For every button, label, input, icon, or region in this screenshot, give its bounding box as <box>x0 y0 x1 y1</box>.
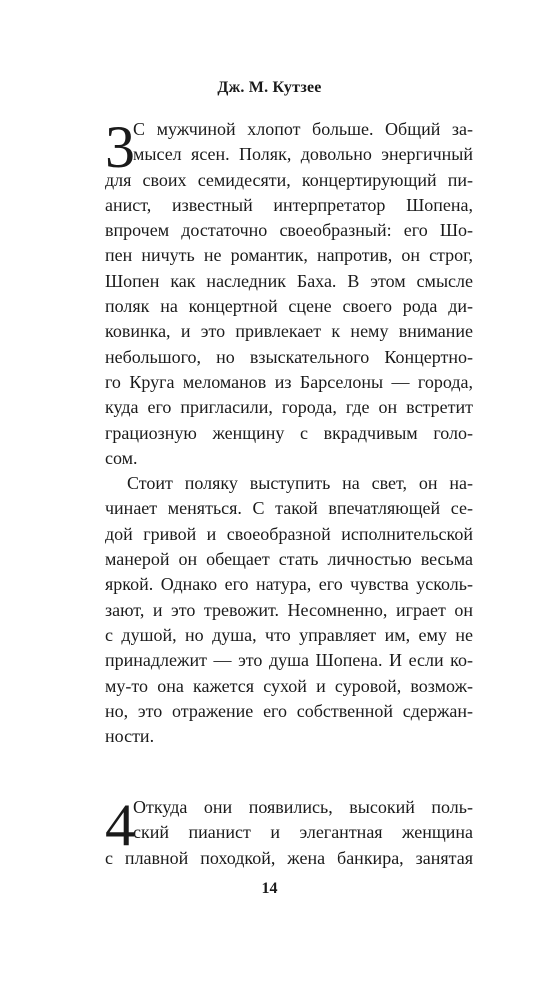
section-number: 3 <box>105 114 135 180</box>
text-line: яркой. Однако его натура, его чувства усколь- <box>105 574 473 595</box>
text-line: ности. <box>105 726 155 747</box>
text-line: чинает меняться. С такой впечатляющей се- <box>105 498 473 519</box>
text-line: впрочем достаточно своеобразный: его Шо- <box>105 220 473 241</box>
paragraph <box>105 792 473 871</box>
paragraph <box>105 114 473 471</box>
text-line: для своих семидесяти, концертирующий пи- <box>105 169 473 190</box>
text-line: грациозную женщину с вкрадчивым голо- <box>105 422 473 443</box>
section-4 <box>105 792 473 871</box>
text-line: манерой он обещает стать личностью весьма <box>105 549 473 570</box>
text-line: ковинка, и это привлекает к нему внимание <box>105 321 473 342</box>
text-line: го Круга меломанов из Барселоны — города, <box>105 371 473 392</box>
text-line: поляк на концертной сцене своего рода ди- <box>105 296 473 317</box>
text-line: куда его пригласили, города, где он встретит <box>105 397 473 418</box>
text-line: зают, и это тревожит. Несомненно, играет он <box>105 599 473 620</box>
text-line: с душой, но душа, что управляет им, ему не <box>105 624 473 645</box>
text-line: принадлежит — это душа Шопена. И если ко- <box>105 650 473 671</box>
text-line: Шопен как наследник Баха. В этом смысле <box>105 270 473 291</box>
text-line: му-то она кажется сухой и суровой, возмож- <box>105 675 473 696</box>
text-line: дой гривой и своеобразной исполнительской <box>105 523 473 544</box>
text-line: Откуда они появились, высокий поль- <box>133 797 473 817</box>
text-line: с плавной походкой, жена банкира, занятая <box>105 847 473 868</box>
text-line: пен ничуть не романтик, напротив, он строг, <box>105 245 473 266</box>
text-line: мысел ясен. Поляк, довольно энергичный <box>133 144 473 165</box>
paragraph <box>105 471 473 749</box>
text-line: ский пианист и элегантная женщина <box>133 822 473 843</box>
text-line: небольшого, но взыскательного Концертно- <box>105 346 473 367</box>
text-line: С мужчиной хлопот больше. Общий за- <box>133 119 473 139</box>
text-line: анист, известный интерпретатор Шопена, <box>105 194 473 215</box>
running-head: Дж. М. Кутзее <box>217 79 322 96</box>
section-3 <box>105 114 473 749</box>
text-line: но, это отражение его собственной сдержан- <box>105 700 473 721</box>
text-line: Стоит поляку выступить на свет, он на- <box>127 473 473 494</box>
text-line: сом. <box>105 447 138 468</box>
section-number: 4 <box>105 792 135 858</box>
page-number: 14 <box>261 880 278 897</box>
